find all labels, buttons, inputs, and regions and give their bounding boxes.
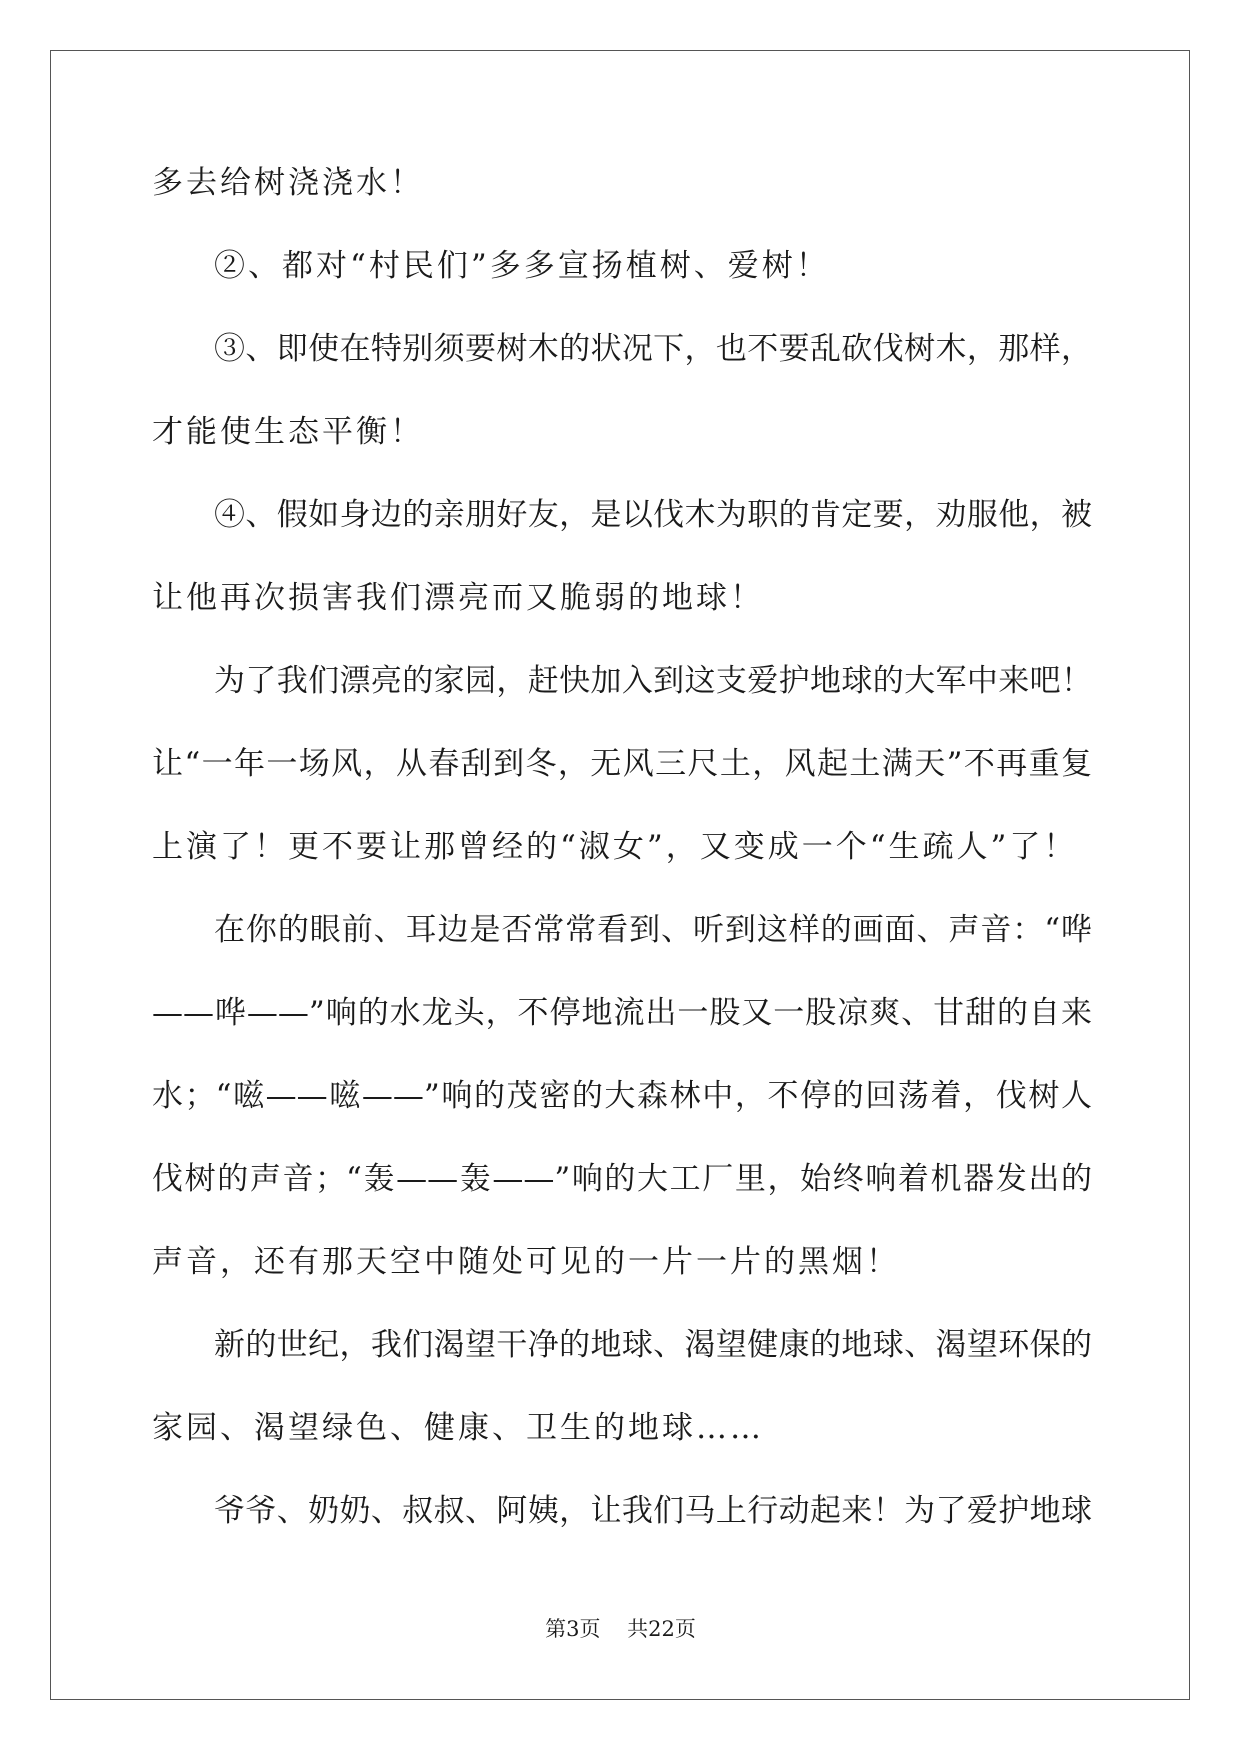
text-line: ——哗——”响的水龙头，不停地流出一股又一股凉爽、甘甜的自来 — [152, 995, 1092, 1031]
text-line: 多去给树浇浇水！ — [152, 165, 424, 201]
text-line: 在你的眼前、耳边是否常常看到、听到这样的画面、声音：“哗 — [214, 912, 1092, 948]
page-number: 第3页 — [545, 1617, 601, 1641]
text-line: 爷爷、奶奶、叔叔、阿姨，让我们马上行动起来！为了爱护地球 — [214, 1493, 1092, 1529]
text-line: 让“一年一场风，从春刮到冬，无风三尺土，风起土满天”不再重复 — [152, 746, 1092, 782]
text-line: 才能使生态平衡！ — [152, 414, 424, 450]
text-line: 为了我们漂亮的家园，赶快加入到这支爱护地球的大军中来吧！ — [214, 663, 1092, 699]
text-line: 新的世纪，我们渴望干净的地球、渴望健康的地球、渴望环保的 — [214, 1327, 1092, 1363]
text-line: 家园、渴望绿色、健康、卫生的地球…… — [152, 1410, 764, 1446]
text-line: 声音，还有那天空中随处可见的一片一片的黑烟！ — [152, 1244, 900, 1280]
text-line: ③、即使在特别须要树木的状况下，也不要乱砍伐树木，那样， — [214, 331, 1092, 367]
text-line: ②、都对“村民们”多多宣扬植树、爱树！ — [214, 248, 830, 284]
page-border — [50, 50, 1190, 1700]
text-line: 让他再次损害我们漂亮而又脆弱的地球！ — [152, 580, 764, 616]
text-line: 水；“嗞——嗞——”响的茂密的大森林中，不停的回荡着，伐树人 — [152, 1078, 1092, 1114]
text-line: ④、假如身边的亲朋好友，是以伐木为职的肯定要，劝服他，被 — [214, 497, 1092, 533]
page-total: 共22页 — [627, 1617, 696, 1641]
text-line: 上演了！更不要让那曾经的“淑女”，又变成一个“生疏人”了！ — [152, 829, 1078, 865]
page-footer — [0, 1615, 1241, 1643]
text-line: 伐树的声音；“轰——轰——”响的大工厂里，始终响着机器发出的 — [152, 1161, 1092, 1197]
